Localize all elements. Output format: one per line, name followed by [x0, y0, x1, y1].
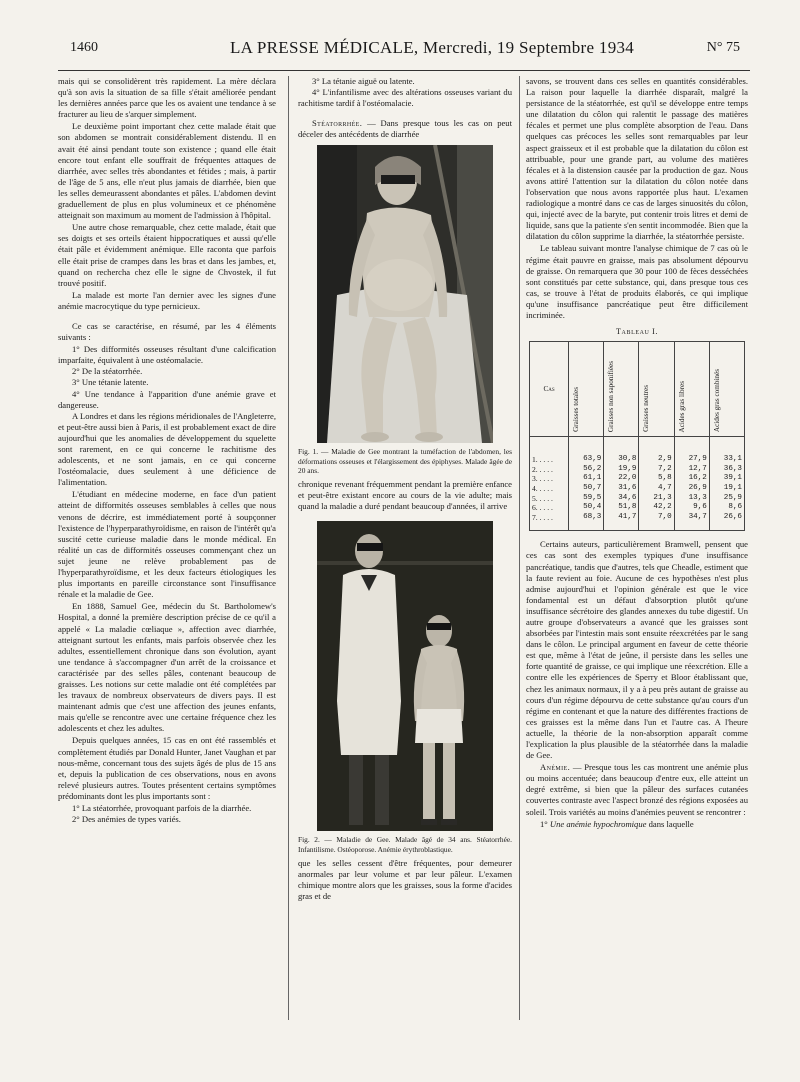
table-cell: 13,3	[674, 494, 709, 504]
table-cell-case: 2. . . . .	[530, 465, 569, 475]
table-row	[530, 465, 745, 475]
paragraph: Depuis quelques années, 15 cas en ont été rassemblés et complètement étudiés par Donald Hunter, Janet Vaughan et par nous-même, concernant tous des sujets âgés de plus de 15 ans et, depuis la publication de ces observations, nous en avons relevé plusieurs autres. Toutes présentent certains symptômes prédominants dont les plus importants sont :	[58, 735, 276, 801]
table-cell: 26,9	[674, 484, 709, 494]
table-cell: 7,0	[639, 513, 674, 531]
header-rule	[58, 70, 750, 71]
section-text: — Dans presque tous les cas on peut déceler des antécédents de diarrhée	[298, 118, 512, 140]
table-cell: 25,9	[709, 494, 744, 504]
paragraph: Ce cas se caractérise, en résumé, par les 4 éléments suivants :	[58, 320, 276, 343]
list-marker: 1°	[540, 818, 550, 829]
section-heading-anemie: Anémie.	[540, 762, 571, 773]
page-number: 1460	[70, 40, 98, 55]
paragraph: L'étudiant en médecine moderne, en face d'un patient atteint de difformités osseuses semblables à celles que nous venons de décrire, est immédiatement porté à soupçonner l'existence de l'hyperparathyroïdisme, en raison de l'intérêt qu'a suscité cette curieuse maladie dans le monde médical. En réalité un cas de difformités osseuses commençant chez un sujet jeune ne relève probablement pas de l'hyperparathyroïdisme, et les deux facteurs étiologiques les plus importants en pareille circonstance sont l'insuffisance rénale et la maladie de Gee.	[58, 489, 276, 600]
fat-analysis-table	[529, 341, 745, 531]
table-cell: 41,7	[604, 513, 639, 531]
list-item: 4° L'infantilisme avec des altérations osseuses variant du rachitisme tardif à l'ostéomalacie.	[298, 87, 512, 109]
table-cell-case: 6. . . . .	[530, 503, 569, 513]
figure-1-photo	[317, 145, 493, 443]
paragraph: En 1888, Samuel Gee, médecin du St. Bartholomew's Hospital, a donné la première description précise de ce qu'il a appelé « La maladie cœliaque », affection avec diarrhée, atteignant surtout les enfants, mais parfois observée chez les adultes, essentiellement chronique dans son évolution, ayant une tendance à s'accompagner d'un arrêt de la croissance et caractérisée par des selles pâles, contenant beaucoup de graisses. Les notions sur cette maladie ont été complétées par les travaux de nombreux observateurs de divers pays. Il est maintenant admis que c'est une affection des jeunes enfants, mais qu'elle se rencontre avec une certaine fréquence chez les adolescents et chez les adultes.	[58, 601, 276, 734]
figure-2-caption: Fig. 2. — Maladie de Gee. Malade âgé de 34 ans. Stéatorrhée. Infantilisme. Ostéoporose. Anémie érythroblastique.	[298, 835, 512, 854]
section-heading-steatorrhee: Stéatorrhée.	[312, 118, 363, 129]
table-cell: 4,7	[639, 484, 674, 494]
table-cell: 2,9	[639, 437, 674, 465]
paragraph: Le deuxième point important chez cette malade était que son abdomen se montrait considérablement distendu. Il en avait été ainsi pendant toute son existence ; quand elle était encore tout enfant elle souffrait de fréquentes attaques de diarrhée, avec selles très abondantes et fétides ; mais, à partir de l'âge de 5 ans, elle n'eut plus jamais de diarrhée, bien que les selles demeurassent abondantes et pâles. L'abdomen devint graduellement de plus en plus volumineux et ce phénomène atteignait son maximum au moment de l'admission à l'hôpital.	[58, 121, 276, 221]
table-cell: 26,6	[709, 513, 744, 531]
table-row	[530, 484, 745, 494]
paragraph: Le tableau suivant montre l'analyse chimique de 7 cas où le régime était pauvre en graisse, mais pas absolument dépourvu de graisse. On remarquera que 30 pour 100 de fèces desséchées sont constitués par cette substance, qui, dans presque tous ces cas, se trouve à l'état de produits élaborés, ce qui implique qu'une insuffisance pancréatique peut être difficilement incriminée.	[526, 243, 748, 320]
table-cell: 30,8	[604, 437, 639, 465]
table-cell: 8,6	[709, 503, 744, 513]
table-cell: 63,9	[569, 437, 604, 465]
journal-title: LA PRESSE MÉDICALE, Mercredi, 19 Septembre 1934	[230, 38, 635, 57]
figure-1	[298, 145, 512, 475]
table-cell-case: 3. . . . .	[530, 474, 569, 484]
table-cell: 68,3	[569, 513, 604, 531]
table-row	[530, 437, 745, 465]
column-left	[58, 76, 276, 1020]
table-cell: 16,2	[674, 474, 709, 484]
table-cell-case: 1. . . . .	[530, 437, 569, 465]
paragraph: Certains auteurs, particulièrement Bramwell, pensent que ces cas sont des exemples typiques d'une insuffisance pancréatique, tandis que d'autres, tels que Cheadle, estiment que la faute revient au foie. Aucune de ces hypothèses n'est plus admise aujourd'hui et l'opinion générale est que le vice fondamental est un défaut d'absorption plutôt qu'une insuffisance sécrétoire des glandes annexes du tube digestif. Un autre groupe d'observateurs a avancé que les graisses sont absorbées par l'intestin mais sont ensuite réexcrétées par le sang dans le côlon. Le principal argument en faveur de cette théorie est que, même à l'état de jeûne, il persiste dans les selles une forte quantité de graisse, ce qui implique une réexcrétion. Elle a contre elle les expériences de Sperry et Bloor établissant que, chez les animaux normaux, il y a à peu près autant de graisse au cours d'un régime dépourvu de cette substance qu'au cours d'un régime en contenant et que la nature des différentes fractions de ces graisses est la même dans l'un et l'autre cas. A l'heure actuelle, la théorie de la non-absorption apparaît comme l'explication la plus plausible de la stéatorrhée dans la maladie de Gee.	[526, 539, 748, 761]
paragraph: chronique revenant fréquemment pendant la première enfance et peut-être existant encore au cours de la vie adulte; mais quand la maladie a duré pendant beaucoup d'années, il arrive	[298, 479, 512, 512]
table-row	[530, 513, 745, 531]
table-cell: 21,3	[639, 494, 674, 504]
list-item: 1° Des difformités osseuses résultant d'une calcification imparfaite, équivalent à une ostéomalacie.	[58, 344, 276, 366]
paragraph: A Londres et dans les régions méridionales de l'Angleterre, et peut-être aussi bien à Paris, il est probablement exact de dire aujourd'hui que les anomalies de développement du squelette sont rarement, en ce qui concerne le rachitisme des adolescents, et ne sont jamais, en ce qui concerne l'ostéomalacie, dues seulement à une déficience de l'alimentation.	[58, 410, 276, 488]
table-cell: 50,4	[569, 503, 604, 513]
list-item: 1° La stéatorrhée, provoquant parfois de la diarrhée.	[72, 803, 252, 813]
table-cell: 34,7	[674, 513, 709, 531]
table-cell: 19,1	[709, 484, 744, 494]
paragraph: mais qui se consolidèrent très rapidement. La mère déclara qu'à son avis la situation de sa fille s'était améliorée pendant les dernières années parce que les os avaient une tendance à se fracturer au lieu de s'arquer simplement.	[58, 76, 276, 120]
figure-2-photo	[317, 521, 493, 831]
list-item: 3° La tétanie aiguë ou latente.	[312, 76, 415, 86]
table-cell: 31,6	[604, 484, 639, 494]
table-header-row	[530, 342, 745, 437]
table-cell: 36,3	[709, 465, 744, 475]
table-cell: 33,1	[709, 437, 744, 465]
column-header: Graisses neutres	[639, 342, 674, 437]
photo-patient-seated	[317, 145, 493, 443]
table-cell: 56,2	[569, 465, 604, 475]
table-cell: 22,0	[604, 474, 639, 484]
table-cell: 59,5	[569, 494, 604, 504]
issue-number: N° 75	[706, 40, 740, 55]
table-cell: 7,2	[639, 465, 674, 475]
table-cell: 39,1	[709, 474, 744, 484]
section-text: — Presque tous les cas montrent une anémie plus ou moins accentuée; dans beaucoup d'entre eux, elle atteint un degré extrême, si bien que la pâleur des surfaces cutanées couvertes contraste avec l'aspect bronzé des régions exposées au soleil. Trois variétés au moins d'anémies peuvent se rencontrer :	[526, 762, 748, 817]
list-item: 2° Des anémies de types variés.	[72, 814, 181, 825]
list-item: 2° De la stéatorrhée.	[72, 366, 143, 377]
column-header: Acides gras combinés	[709, 342, 744, 437]
table-cell: 51,8	[604, 503, 639, 513]
column-divider	[519, 76, 520, 1020]
table-row	[530, 474, 745, 484]
figure-1-caption: Fig. 1. — Maladie de Gee montrant la tuméfaction de l'abdomen, les déformations osseuses et l'élargissement des épiphyses. Malade âgée de 20 ans.	[298, 447, 512, 475]
list-item: 4° Une tendance à l'apparition d'une anémie grave et dangereuse.	[58, 388, 276, 410]
table-cell-case: 5. . . . .	[530, 494, 569, 504]
table-title: Tableau I.	[616, 327, 658, 337]
paragraph: que les selles cessent d'être fréquentes, pour demeurer anormales par leur volume et par leur pâleur. L'examen chimique montre alors que les graisses, sous la forme d'acides gras et de	[298, 857, 512, 902]
photo-doctor-and-patient	[317, 521, 493, 831]
list-text: dans laquelle	[646, 818, 694, 829]
paragraph: Une autre chose remarquable, chez cette malade, était que ses doigts et ses orteils étaient hippocratiques et aussi qu'elle était pâle et évidemment anémique. Elle raconta que parfois elle était prise de crampes dans les bras et dans les jambes, et, quand on rechercha chez elle le signe de Chvostek, il fut trouvé positif.	[58, 222, 276, 288]
column-header: Graisses totales	[569, 342, 604, 437]
column-header: Acides gras libres	[674, 342, 709, 437]
paragraph	[298, 118, 512, 140]
table-row	[530, 494, 745, 504]
column-right	[526, 76, 748, 1020]
column-header: Graisses non saponifiées	[604, 342, 639, 437]
figure-2	[298, 521, 512, 853]
table-cell: 27,9	[674, 437, 709, 465]
table-cell-case: 7. . . . .	[530, 513, 569, 531]
column-header: Cas	[530, 342, 569, 437]
table-cell: 19,9	[604, 465, 639, 475]
table-cell: 5,8	[639, 474, 674, 484]
table-row	[530, 503, 745, 513]
table-cell-case: 4. . . . .	[530, 484, 569, 494]
paragraph	[526, 819, 748, 830]
paragraph	[526, 762, 748, 817]
table-cell: 34,6	[604, 494, 639, 504]
table-cell: 61,1	[569, 474, 604, 484]
page-header	[70, 40, 740, 62]
table-cell: 12,7	[674, 465, 709, 475]
column-divider	[288, 76, 289, 1020]
emphasis: Une anémie hypochromique	[549, 818, 647, 829]
table-cell: 9,6	[674, 503, 709, 513]
paragraph: La malade est morte l'an dernier avec les signes d'une anémie macrocytique du type pernicieux.	[58, 289, 276, 311]
table-cell: 42,2	[639, 503, 674, 513]
table-cell: 50,7	[569, 484, 604, 494]
paragraph: savons, se trouvent dans ces selles en quantités considérables. La raison pour laquelle la diarrhée disparaît, malgré la persistance de la stéatorrhée, est qu'il se développe entre temps une dilatation du côlon qui ralentit le passage des matières fécales et permet une plus complète absorption de l'eau. Dans quelques cas précoces les selles sont remarquables par leur aspect graisseux et il est probable que la dilatation du côlon est attribuable, pour une grande part, au volume des matières fécales et à la distension causée par la production de gaz. Nous avons attiré l'attention sur la dilatation du côlon notée dans l'observation que nous avons rapportée plus haut. L'examen radiologique a montré dans ce cas de larges sinuosités du côlon, qui, injecté avec de la baryte, put contenir trois litres et demi de liquide, sans que la patiente s'en sentit incommodée. Bien que la dilatation du côlon supprime la diarrhée, la stéatorrhée persiste.	[526, 76, 748, 242]
column-middle	[298, 76, 512, 1020]
list-item: 3° Une tétanie latente.	[72, 377, 149, 388]
